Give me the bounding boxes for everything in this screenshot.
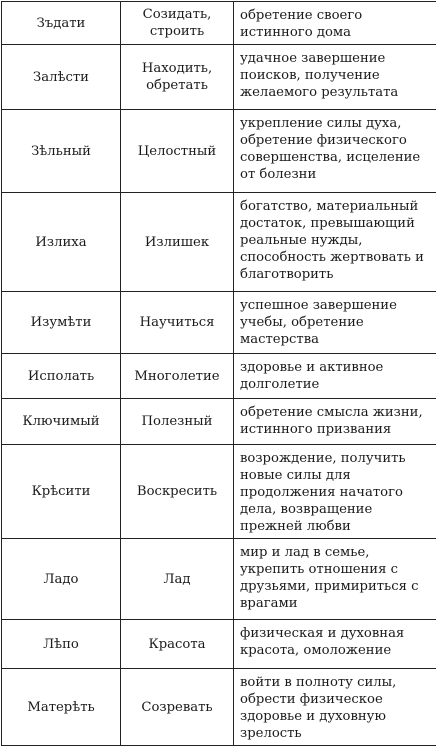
description-text: возрождение, получить новые силы для продолжения начатого дела, возвращение прежней любви <box>240 451 406 534</box>
meaning-cell <box>121 110 234 193</box>
table-row <box>2 45 436 110</box>
meaning-cell <box>121 620 234 669</box>
meaning-text: Излишек <box>121 234 233 251</box>
word-text: Ладо <box>2 571 120 588</box>
description-text: укрепление силы духа, обретение физического совершенства, исцеление от болезни <box>240 116 420 182</box>
meaning-cell <box>121 539 234 620</box>
description-text: здоровье и активное долголетие <box>240 360 383 392</box>
description-text: удачное завершение поисков, получение желаемого результата <box>240 51 398 100</box>
word-cell <box>2 45 121 110</box>
description-cell <box>234 2 436 45</box>
description-cell <box>234 669 436 746</box>
meaning-text: Воскресить <box>121 483 233 500</box>
table-row <box>2 445 436 539</box>
table-row <box>2 354 436 399</box>
meaning-text: Созревать <box>121 699 233 716</box>
word-cell <box>2 399 121 445</box>
description-text: успешное завершение учебы, обретение мастерства <box>240 298 397 347</box>
description-text: обретение своего истинного дома <box>240 8 362 40</box>
words-table-body <box>2 2 436 746</box>
description-text: богатство, материальный достаток, превышающий реальные нужды, способность жертвовать и благотворить <box>240 199 424 282</box>
description-cell <box>234 445 436 539</box>
meaning-text: Созидать, строить <box>121 6 233 40</box>
description-cell <box>234 399 436 445</box>
meaning-text: Лад <box>121 571 233 588</box>
description-cell <box>234 539 436 620</box>
description-cell <box>234 620 436 669</box>
table-row <box>2 2 436 45</box>
description-text: обретение смысла жизни, истинного призвания <box>240 405 423 437</box>
table-row <box>2 620 436 669</box>
document-page <box>1 1 436 746</box>
word-text: Крѣсити <box>2 483 120 500</box>
description-cell <box>234 354 436 399</box>
meaning-cell <box>121 2 234 45</box>
meaning-text: Красота <box>121 636 233 653</box>
description-text: физическая и духовная красота, омоложение <box>240 626 404 658</box>
word-text: Матерѣть <box>2 699 120 716</box>
words-table <box>1 1 436 746</box>
word-text: Зъдати <box>2 15 120 32</box>
table-row <box>2 669 436 746</box>
meaning-cell <box>121 445 234 539</box>
word-cell <box>2 354 121 399</box>
description-cell <box>234 193 436 292</box>
word-cell <box>2 539 121 620</box>
description-text: мир и лад в семье, укрепить отношения с друзьями, примириться с врагами <box>240 545 419 611</box>
word-text: Зѣльный <box>2 143 120 160</box>
word-text: Лѣпо <box>2 636 120 653</box>
table-row <box>2 539 436 620</box>
meaning-text: Полезный <box>121 413 233 430</box>
word-text: Залѣсти <box>2 69 120 86</box>
word-text: Ключимый <box>2 413 120 430</box>
meaning-text: Находить, обретать <box>121 60 233 94</box>
description-cell <box>234 45 436 110</box>
word-text: Исполать <box>2 368 120 385</box>
table-row <box>2 193 436 292</box>
word-cell <box>2 2 121 45</box>
meaning-text: Многолетие <box>121 368 233 385</box>
meaning-cell <box>121 354 234 399</box>
word-cell <box>2 193 121 292</box>
word-text: Изумѣти <box>2 314 120 331</box>
meaning-cell <box>121 399 234 445</box>
table-row <box>2 399 436 445</box>
word-text: Излиха <box>2 234 120 251</box>
word-cell <box>2 292 121 354</box>
meaning-cell <box>121 292 234 354</box>
table-row <box>2 110 436 193</box>
meaning-text: Научиться <box>121 314 233 331</box>
description-cell <box>234 110 436 193</box>
meaning-cell <box>121 669 234 746</box>
description-text: войти в полноту силы, обрести физическое здоровье и духовную зрелость <box>240 675 396 741</box>
description-cell <box>234 292 436 354</box>
table-row <box>2 292 436 354</box>
word-cell <box>2 110 121 193</box>
word-cell <box>2 669 121 746</box>
word-cell <box>2 620 121 669</box>
meaning-cell <box>121 45 234 110</box>
meaning-cell <box>121 193 234 292</box>
meaning-text: Целостный <box>121 143 233 160</box>
word-cell <box>2 445 121 539</box>
